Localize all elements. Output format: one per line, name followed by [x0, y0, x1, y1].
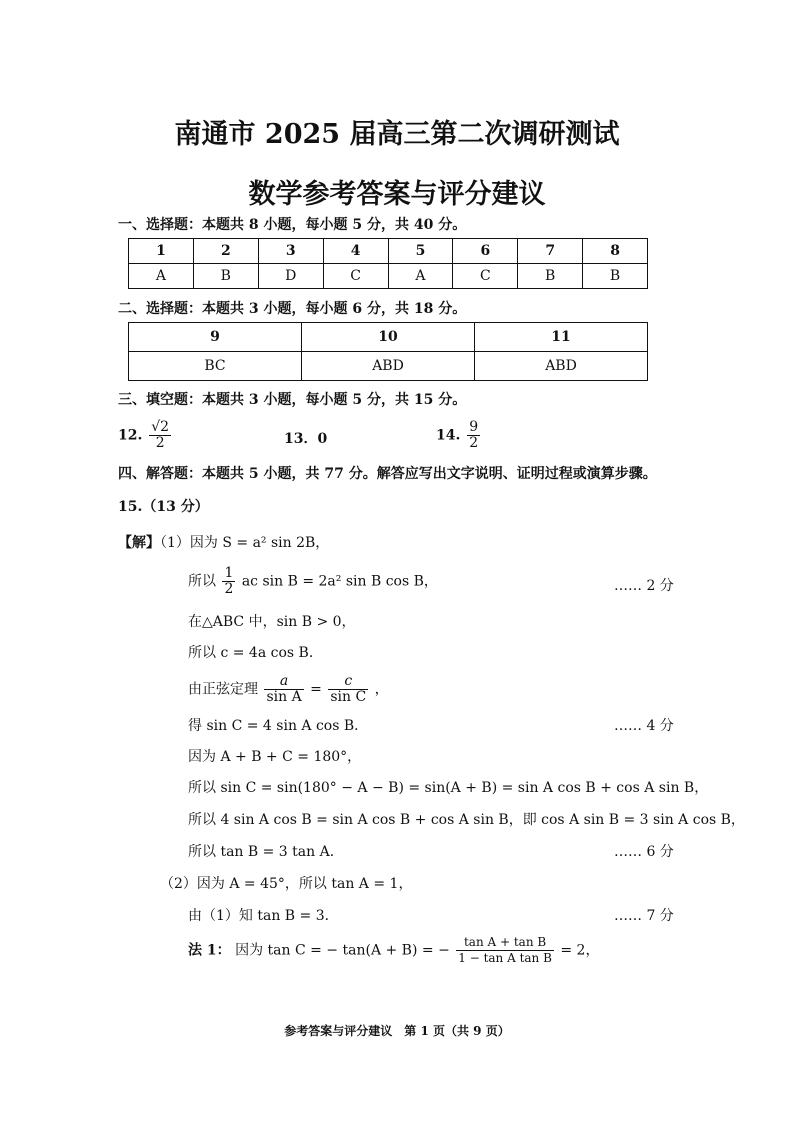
table-cell: ABD — [302, 352, 475, 381]
answer-14-label: 14. — [436, 427, 461, 444]
numerator: a — [264, 674, 303, 690]
table-cell: 7 — [518, 239, 583, 264]
table-cell: B — [518, 264, 583, 289]
table-cell: D — [258, 264, 323, 289]
solution-line-1 — [118, 532, 329, 552]
table-cell: C — [323, 264, 388, 289]
answer-14-fraction — [467, 420, 480, 451]
answer-12-denominator: 2 — [155, 435, 165, 451]
table-cell: 5 — [388, 239, 453, 264]
answer-13: 13．0 — [284, 431, 328, 447]
table-cell: 11 — [475, 323, 648, 352]
table-cell: A — [129, 264, 194, 289]
answer-12-fraction — [149, 420, 171, 451]
table-cell: 6 — [453, 239, 518, 264]
solution-text: ac sin B = 2a² sin B cos B， — [241, 573, 438, 590]
solution-line-8: 所以 sin C = sin(180° − A − B) = sin(A + B) = sin A cos B + cos A sin B， — [188, 780, 709, 796]
choice-table-1 — [128, 238, 648, 289]
solution-line-9: 所以 4 sin A cos B = sin A cos B + cos A sin B，即 cos A sin B = 3 sin A cos B， — [188, 812, 745, 828]
answer-14-denominator: 2 — [469, 435, 479, 451]
table-cell: ABD — [475, 352, 648, 381]
solution-marker: 【解】 — [118, 535, 160, 551]
section2-heading: 二、选择题：本题共 3 小题，每小题 6 分，共 18 分。 — [118, 301, 467, 317]
denominator: sin C — [330, 689, 367, 705]
score-mark: …… 7 分 — [614, 908, 674, 924]
denominator: 1 − tan A tan B — [458, 951, 552, 965]
score-mark: …… 6 分 — [614, 844, 674, 860]
numerator: tan A + tan B — [456, 935, 554, 951]
answer-12-numerator: √2 — [151, 419, 170, 435]
solution-line-5 — [188, 674, 389, 705]
table-cell: 2 — [193, 239, 258, 264]
fraction — [264, 674, 303, 705]
solution-line-3: 在△ABC 中，sin B > 0， — [188, 614, 356, 630]
choice-table-2 — [128, 322, 648, 381]
table-cell: 8 — [583, 239, 648, 264]
denominator: sin A — [266, 689, 302, 705]
table-row — [129, 264, 648, 289]
page-subtitle: 数学参考答案与评分建议 — [248, 179, 546, 210]
solution-line-2 — [188, 566, 438, 597]
method-label: 法 1： — [188, 942, 231, 959]
score-mark: …… 2 分 — [614, 578, 674, 594]
table-header-row — [129, 239, 648, 264]
question-15-label: 15.（13 分） — [118, 499, 209, 515]
table-cell: A — [388, 264, 453, 289]
solution-text: 由正弦定理 — [188, 681, 258, 698]
fraction — [456, 935, 554, 966]
table-cell: 4 — [323, 239, 388, 264]
score-mark: …… 4 分 — [614, 718, 674, 734]
solution-text: 因为 tan C = − tan(A + B) = − — [235, 942, 450, 959]
equals-sign: = — [310, 681, 322, 698]
numerator: 1 — [224, 565, 234, 581]
numerator: c — [328, 674, 368, 690]
page-footer: 参考答案与评分建议 第 1 页（共 9 页） — [284, 1024, 510, 1038]
table-header-row — [129, 323, 648, 352]
table-cell: 3 — [258, 239, 323, 264]
fraction — [328, 674, 368, 705]
answer-14 — [436, 420, 482, 451]
section4-heading: 四、解答题：本题共 5 小题，共 77 分。解答应写出文字说明、证明过程或演算步骤。 — [118, 466, 657, 482]
solution-line-10: 所以 tan B = 3 tan A． — [188, 844, 344, 860]
table-cell: C — [453, 264, 518, 289]
section3-heading: 三、填空题：本题共 3 小题，每小题 5 分，共 15 分。 — [118, 392, 467, 408]
table-row — [129, 352, 648, 381]
table-cell: B — [193, 264, 258, 289]
page-title: 南通市 2025 届高三第二次调研测试 — [174, 119, 620, 150]
solution-line-12: 由（1）知 tan B = 3． — [188, 908, 339, 924]
solution-text: （1）因为 S = a² sin 2B， — [160, 535, 330, 551]
answer-12-label: 12. — [118, 427, 143, 444]
section1-heading: 一、选择题：本题共 8 小题，每小题 5 分，共 40 分。 — [118, 217, 467, 233]
answer-14-numerator: 9 — [469, 419, 479, 435]
table-cell: B — [583, 264, 648, 289]
answer-12 — [118, 420, 173, 451]
table-cell: 9 — [129, 323, 302, 352]
solution-line-13 — [188, 935, 599, 966]
solution-text: = 2， — [560, 942, 600, 959]
table-cell: 10 — [302, 323, 475, 352]
solution-text: ， — [374, 681, 389, 698]
solution-line-6: 得 sin C = 4 sin A cos B． — [188, 718, 369, 734]
solution-text: 所以 — [188, 573, 216, 590]
solution-line-7: 因为 A + B + C = 180°， — [188, 749, 362, 765]
fraction — [222, 566, 235, 597]
table-cell: 1 — [129, 239, 194, 264]
denominator: 2 — [224, 581, 234, 597]
table-cell: BC — [129, 352, 302, 381]
solution-line-11: （2）因为 A = 45°，所以 tan A = 1， — [160, 876, 413, 892]
solution-line-4: 所以 c = 4a cos B． — [188, 645, 323, 661]
